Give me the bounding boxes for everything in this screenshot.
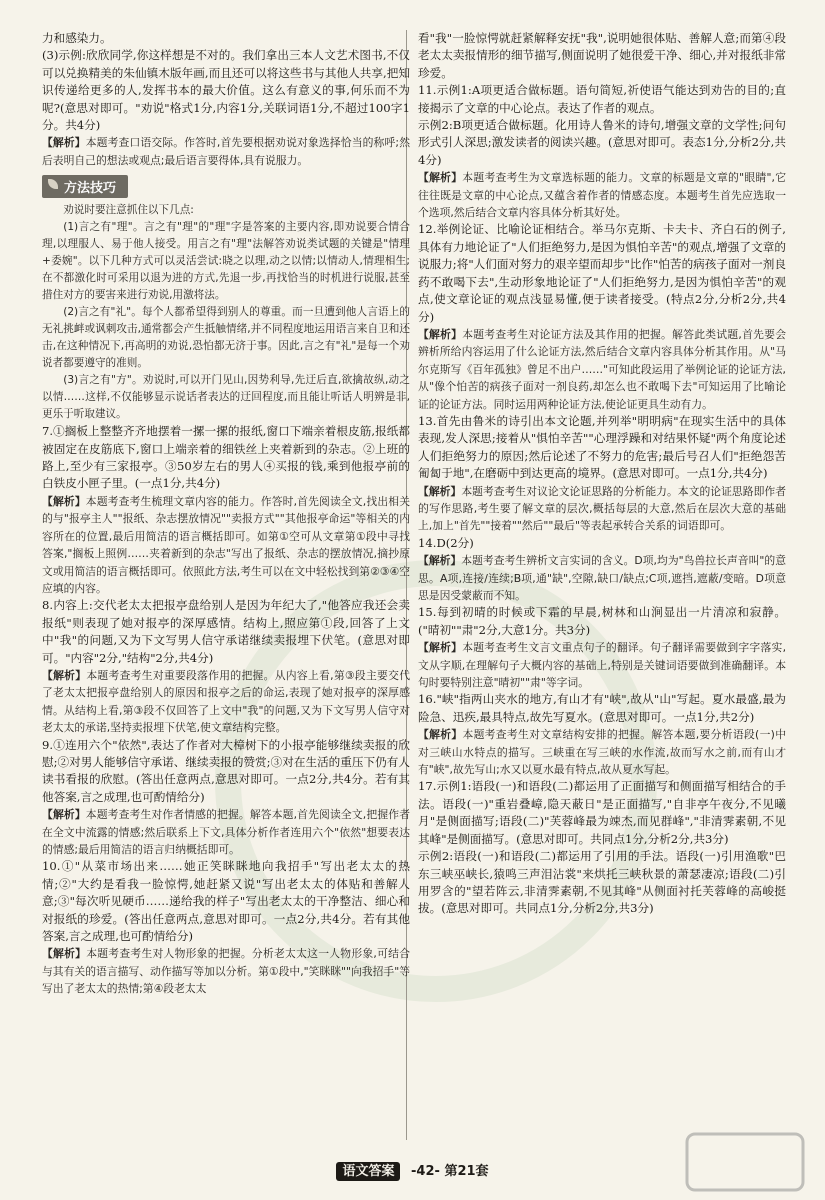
answer-paragraph: 12.举例论证、比喻论证相结合。举马尔克斯、卡夫卡、齐白石的例子,具体有力地论证了"人们拒绝努力,是因为惧怕辛苦"的观点,增强了文章的说服力;将"人们面对努力的艰辛望而却步"比作"怕苦的病孩子面对一剂良药不敢喝下去",生动形象地论证了"人们拒绝努力,是因为惧怕辛苦"的观点,使文章论证的观点浅显易懂,便于读者接受。(特点2分,分析2分,共4分) [418, 222, 786, 324]
method-tips-text: 方法技巧 [64, 181, 117, 197]
answer-paragraph: 示例2:语段(一)和语段(二)都运用了引用的手法。语段(一)引用渔歌"巴东三峡巫峡长,猿鸣三声泪沾裳"来烘托三峡秋景的萧瑟凄凉;语段(二)引用罗含的"望若阵云,非清霁素朝,不见其峰"从侧面衬托芙蓉峰的高峻挺拔。(意思对即可。共同点1分,分析2分,共3分) [418, 849, 786, 916]
answer-paragraph: 15.每到初晴的时候或下霜的早晨,树林和山涧显出一片清凉和寂静。("晴初""肃"2分,大意1分。共3分) [418, 605, 786, 637]
analysis-tag: 【解析】 [418, 171, 463, 185]
footer-subject: 语文答案 [336, 1162, 400, 1181]
analysis-tag: 【解析】 [418, 728, 463, 742]
method-tips-label [42, 175, 128, 198]
answer-paragraph: 14.D(2分) [418, 535, 474, 550]
analysis-tag: 【解析】 [42, 136, 86, 150]
analysis-paragraph [418, 169, 786, 221]
analysis-text: 本题考查考生对人物形象的把握。分析老太太这一人物形象,可结合与其有关的语言描写、动作描写等加以分析。第①段中,"笑眯眯""向我招手"等写出了老太太的热情;第④段老太太 [42, 947, 410, 996]
analysis-paragraph [42, 134, 410, 169]
tips-paragraph: (2)言之有"礼"。每个人都希望得到别人的尊重。而一旦遭到他人言语上的无礼挑衅或讽刺攻击,通常都会产生抵触情绪,并不同程度地运用语言来自卫和还击,在这种情况下,再高明的劝说,恐怕都无济于事。因此,言之有"礼"是每一个劝说者都要遵守的准则。 [42, 306, 410, 370]
analysis-paragraph [418, 639, 786, 691]
analysis-text: 本题考查考生文言文重点句子的翻译。句子翻译需要做到字字落实,文从字顺,在理解句子大概内容的基础上,特别是关键词语要做到准确翻译。本句时要特别注意"晴初""肃"等字词。 [418, 641, 786, 690]
analysis-text: 本题考查口语交际。作答时,首先要根据劝说对象选择恰当的称呼;然后表明自己的想法或观点;最后语言要得体,具有说服力。 [42, 136, 410, 167]
answer-paragraph: 看"我"一脸惊愕就赶紧解释安抚"我",说明她很体贴、善解人意;而第④段老太太卖报情形的细节描写,侧面说明了她很爱干净、细心,并对报纸非常珍爱。 [418, 31, 786, 80]
footer-page-number: -42- [411, 1164, 440, 1179]
answer-paragraph: 17.示例1:语段(一)和语段(二)都运用了正面描写和侧面描写相结合的手法。语段(一)"重岩叠嶂,隐天蔽日"是正面描写,"自非亭午夜分,不见曦月"是侧面描写;语段(二)"芙蓉峰最为竦杰,而见群峰","非清霁素朝,不见其峰"是侧面描写。(意思对即可。共同点1分,分析2分,共3分) [418, 779, 786, 846]
answer-paragraph: 示例2:B项更适合做标题。化用诗人鲁米的诗句,增强文章的文学性;问句形式引人深思;激发读者的阅读兴趣。(意思对即可。表态1分,分析2分,共4分) [418, 118, 786, 167]
left-column [42, 30, 410, 1140]
tips-paragraph: 劝说时要注意抓住以下几点: [63, 204, 194, 217]
analysis-tag: 【解析】 [418, 327, 463, 341]
right-column [418, 30, 786, 1140]
analysis-tag: 【解析】 [42, 808, 86, 822]
tips-paragraph: (1)言之有"理"。言之有"理"的"理"字是答案的主要内容,即劝说要合情合理,以理服人、易于他人接受。用言之有"理"法解答劝说类试题的关键是"情理+委婉"。以下几种方式可以灵活尝试:晓之以理,动之以情;以情动人,情理相生;在不都激化时可采用以退为进的方式,先退一步,再找恰当的时机进行说服,甚至措住对方的要害来进行劝说,用激将法。 [42, 221, 410, 302]
analysis-text: 本题考查考生对文章结构安排的把握。解答本题,要分析语段(一)中对三峡山水特点的描写。三峡重在写三峡的水作流,故而写水之前,而有山才有"峡",故先写山;水又以夏水最有特点,故从夏水写起。 [418, 728, 786, 777]
analysis-tag: 【解析】 [42, 947, 87, 961]
analysis-paragraph [42, 945, 410, 997]
answer-paragraph: 8.内容上:交代老太太把报亭盘给别人是因为年纪大了,"他答应我还会卖报纸"则表现了她对报亭的深厚感情。结构上,照应第①段,回答了上文中"我"的问题,又为下文写男人信守承诺继续卖报埋下伏笔。(意思对即可。"内容"2分,"结构"2分,共4分) [42, 598, 410, 665]
analysis-tag: 【解析】 [418, 554, 462, 568]
analysis-tag: 【解析】 [42, 494, 86, 508]
answer-paragraph: 力和感染力。 [42, 31, 112, 45]
analysis-text: 本题考查考生辨析文言实词的含义。D项,均为"鸟兽拉长声音叫"的意思。A项,连接/连续;B项,通"缺",空隙,缺口/缺点;C项,遮挡,遮蔽/变暗。D项意思是因受蒙蔽而不知。 [418, 554, 786, 602]
analysis-tag: 【解析】 [418, 641, 463, 655]
analysis-paragraph [42, 806, 410, 858]
answer-paragraph: 16."峡"指两山夹水的地方,有山才有"峡",故从"山"写起。夏水最盛,最为险急、迅疾,最具特点,故先写夏水。(意思对即可。一点1分,共2分) [418, 692, 786, 724]
answer-paragraph: 9.①连用六个"依然",表达了作者对大樟树下的小报亭能够继续卖报的欣慰;②对男人能够信守承诺、继续卖报的赞赏;③对在生活的重压下仍有人读书看报的欣慰。(答出任意两点,意思对即可。一点2分,共4分。若有其他答案,言之成理,也可酌情给分) [42, 737, 410, 804]
analysis-text: 本题考查考生对作者情感的把握。解答本题,首先阅读全文,把握作者在全文中流露的情感;然后联系上下文,具体分析作者连用六个"依然"想要表达的情感;最后用简洁的语言归纳概括即可。 [42, 808, 410, 856]
site-logo [685, 1132, 805, 1192]
analysis-text: 本题考查考生对议论文论证思路的分析能力。本文的论证思路即作者的写作思路,考生要了解文章的层次,概括每层的大意,然后在层次大意的基础上,加上"首先""接着""然后""最后"等表起承转合关系的词语即可。 [418, 484, 786, 533]
analysis-paragraph [418, 552, 786, 604]
answer-paragraph: 13.首先由鲁米的诗引出本文论题,并列举"明明病"在现实生活中的具体表现,发人深思;接着从"惧怕辛苦""心理浮躁和对结果怀疑"两个角度论述人们拒绝努力的原因;然后论述了不努力的危害;最后号召人们"拒绝怨苦匍匐于地",在磨砺中到达更高的境界。(意思对即可。一点1分,共4分) [418, 413, 786, 481]
leaf-icon [48, 179, 58, 189]
answer-paragraph: 11.示例1:A项更适合做标题。语句简短,祈使语气能达到劝告的目的;直接揭示了文章的中心论点。表达了作者的观点。 [418, 83, 786, 115]
analysis-paragraph [42, 493, 410, 597]
analysis-paragraph [418, 726, 786, 778]
tips-paragraph: (3)言之有"方"。劝说时,可以开门见山,因势利导,先迂后直,欲擒故纵,动之以情……这样,不仅能够显示说话者表达的迂回程度,而且能让听话人明辨是非,更乐于听取建议。 [42, 374, 410, 421]
analysis-tag: 【解析】 [418, 484, 462, 498]
analysis-paragraph [42, 667, 410, 737]
answer-paragraph: 7.①搁板上整整齐齐地摆着一摞一摞的报纸,窗口下端亲着根皮筋,报纸都被固定在皮筋底下,窗口上端亲着的细铁丝上夹着新到的杂志。②上班的路上,至少有三家报亭。③50岁左右的男人④买报的钱,乘到他报亭前的白铁皮小匣子里。(一点1分,共4分) [42, 424, 410, 491]
analysis-paragraph [418, 326, 786, 413]
footer-set-number: 第21套 [444, 1164, 489, 1179]
analysis-text: 本题考查考生对论证方法及其作用的把握。解答此类试题,首先要会辨析所给内容运用了什么论证方法,然后结合文章内容具体分析其作用。从"马尔克斯写《百年孤独》曾足不出户……"可知此段运用了举例论证的论证方法,从"像个怕苦的病孩子面对一剂良药,却怎么也不敢喝下去"可知运用了比喻论证的论证方法。同时运用两种论证方法,使论证更具生动有力。 [418, 327, 786, 411]
analysis-text: 本题考查考生为文章选标题的能力。文章的标题是文章的"眼睛",它往往既是文章的中心论点,又蕴含着作者的情感态度。本题考生首先应选取一个选项,然后结合文章内容具体分析其好处。 [418, 171, 786, 220]
analysis-paragraph [418, 483, 786, 535]
answer-paragraph: (3)示例:欣欣同学,你这样想是不对的。我们拿出三本人文艺术图书,不仅可以兑换精美的朱仙镇木版年画,而且还可以将这些书与其他人共享,把知识传递给更多的人,发挥书本的最大价值。这么有意义的事,何乐而不为呢?(意思对即可。"劝说"格式1分,内容1分,关联词语1分,不超过100字1分。共4分) [42, 48, 410, 133]
answer-paragraph: 10.①"从菜市场出来……她正笑眯眯地向我招手"写出老太太的热情;②"大约是看我一脸惊愕,她赶紧又说"写出老太太的体贴和善解人意;③"每次听见硬币……递给我的样子"写出老太太的干净整洁、细心和对报纸的珍爱。(答出任意两点,意思对即可。一点2分,共4分。若有其他答案,言之成理,也可酌情给分) [42, 859, 410, 944]
analysis-text: 本题考查考生对重要段落作用的把握。从内容上看,第③段主要交代了老太太把报亭盘给别人的原因和报亭之后的命运,表现了她对报亭的深厚感情。从结构上看,第③段不仅回答了上文中"我"的问题,又为下文写男人信守对老太太的承诺,坚持卖报埋下伏笔,使文章结构完整。 [42, 668, 410, 735]
analysis-tag: 【解析】 [42, 668, 87, 682]
analysis-text: 本题考查考生梳理文章内容的能力。作答时,首先阅读全文,找出相关的与"报亭主人""报纸、杂志摆放情况""卖报方式""其他报亭命运"等相关的内容所在的位置,最后用简洁的语言概括即可。如第①空可从文章第①段中寻找答案,"搁板上照例……夹着新到的杂志"写出了报纸、杂志的摆放情况,摘抄原文或用简洁的语言概括即可。依照此方法,考生可以在文中轻松找到第②③④空应填的内容。 [42, 494, 410, 595]
